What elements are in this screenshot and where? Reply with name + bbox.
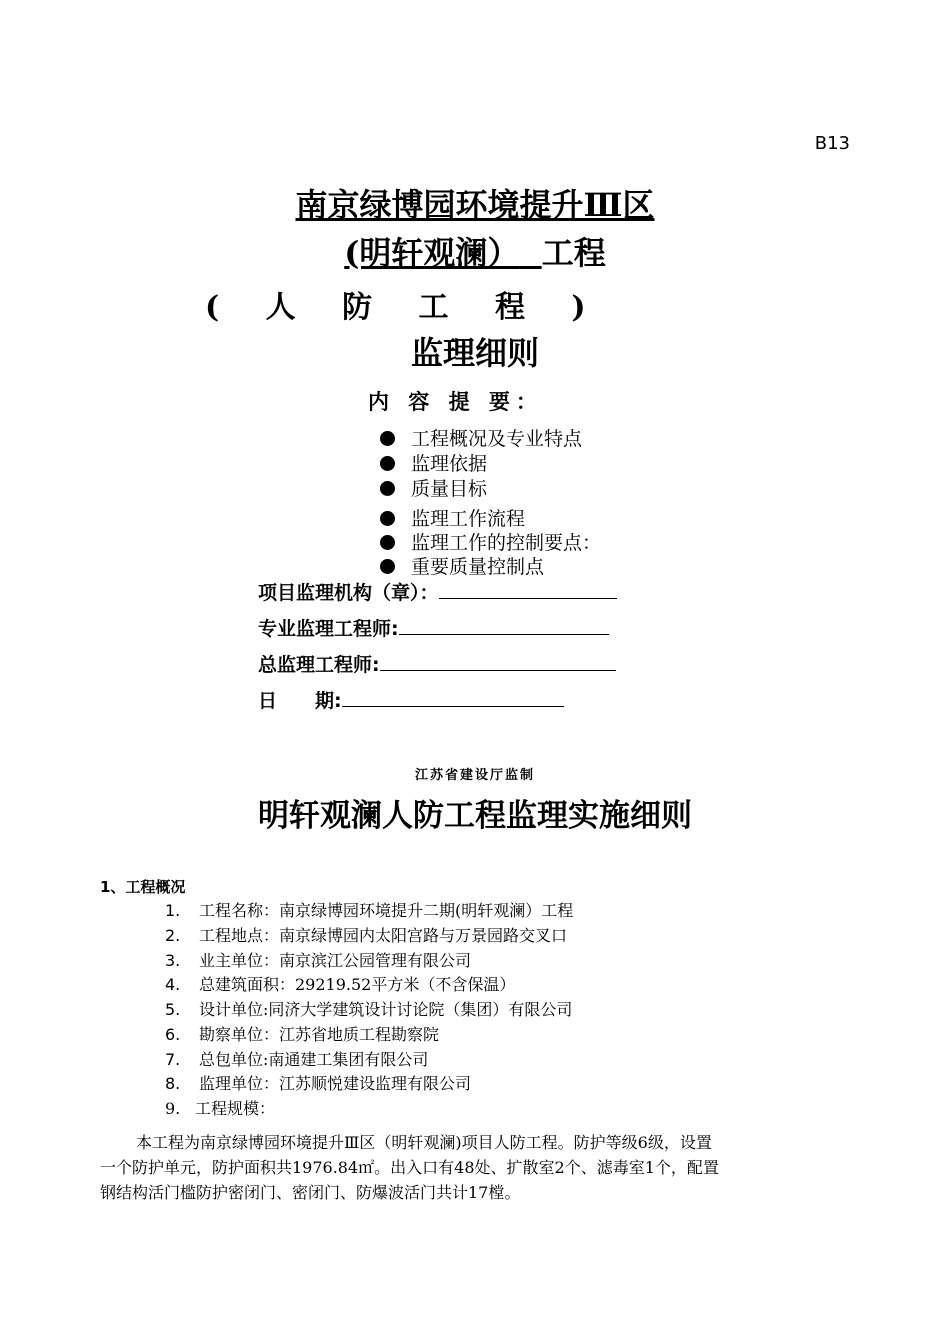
summary-item: 工程概况及专业特点 [380, 424, 582, 451]
cover-title-line1-text: 南京绿博园环境提升Ⅲ区 [295, 186, 655, 224]
signature-line [342, 688, 564, 707]
issuer-note: 江苏省建设厅监制 [414, 768, 535, 783]
signature-line [380, 652, 616, 671]
scale-paragraph [100, 1130, 850, 1205]
list-item: 4. 总建筑面积：29219.52平方米（不含保温） [165, 975, 516, 994]
list-item: 3. 业主单位：南京滨江公园管理有限公司 [165, 951, 472, 970]
bullet-icon [380, 456, 395, 471]
cover-title-suffix: 工程 [541, 234, 606, 272]
bullet-icon [380, 535, 395, 550]
bullet-icon [380, 481, 395, 496]
bullet-icon [380, 511, 395, 526]
signature-chief-engineer: 总监理工程师: [258, 650, 616, 677]
section-heading: 1、工程概况 [100, 878, 186, 896]
bullet-icon [380, 431, 395, 446]
signature-professional-engineer: 专业监理工程师: [258, 614, 609, 641]
bullet-icon [380, 559, 395, 574]
paragraph-line: 一个防护单元，防护面积共1976.84㎡。出入口有48处、扩散室2个、滤毒室1个，配置 [100, 1158, 719, 1177]
list-item: 2. 工程地点：南京绿博园内太阳宫路与万景园路交叉口 [165, 926, 568, 945]
cover-title-line1 [0, 180, 950, 226]
list-item: 5. 设计单位:同济大学建筑设计讨论院（集团）有限公司 [165, 1000, 573, 1019]
summary-item: 监理工作流程 [380, 504, 525, 531]
list-item: 6. 勘察单位：江苏省地质工程勘察院 [165, 1025, 440, 1044]
cover-title-line3: ( 人 防 工 程 ) [205, 290, 604, 325]
cover-title-line2 [0, 228, 950, 274]
cover-title-project-name: (明轩观澜） [344, 234, 520, 272]
summary-label: 内 容 提 要： [368, 389, 543, 414]
list-item: 7. 总包单位:南通建工集团有限公司 [165, 1050, 429, 1069]
signature-date: 日 期: [258, 686, 564, 713]
main-title: 明轩观澜人防工程监理实施细则 [258, 798, 692, 834]
list-item: 8. 监理单位：江苏顺悦建设监理有限公司 [165, 1074, 472, 1093]
list-item: 9. 工程规模： [165, 1099, 276, 1118]
summary-item: 重要质量控制点 [380, 552, 544, 579]
summary-item: 质量目标 [380, 474, 487, 501]
signature-line [399, 616, 609, 635]
list-item: 1. 工程名称：南京绿博园环境提升二期(明轩观澜）工程 [165, 901, 574, 920]
paragraph-line: 钢结构活门槛防护密闭门、密闭门、防爆波活门共计17樘。 [100, 1183, 521, 1202]
signature-line [439, 580, 617, 599]
summary-item: 监理依据 [380, 449, 487, 476]
cover-title-line4: 监理细则 [410, 334, 539, 372]
paragraph-line: 本工程为南京绿博园环境提升Ⅲ区（明轩观澜)项目人防工程。防护等级6级，设置 [136, 1133, 712, 1152]
document-code: B13 [814, 133, 850, 154]
summary-item: 监理工作的控制要点： [380, 528, 601, 555]
signature-supervision-org: 项目监理机构（章）： [258, 578, 617, 605]
